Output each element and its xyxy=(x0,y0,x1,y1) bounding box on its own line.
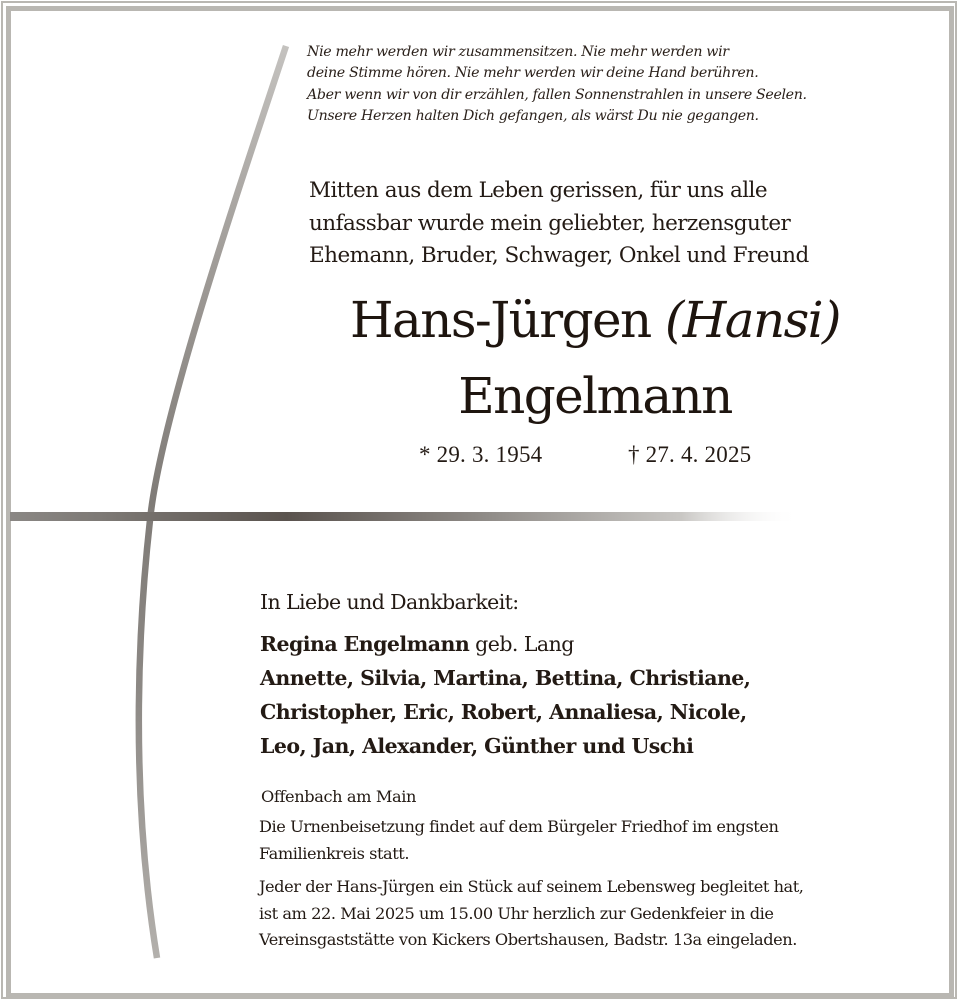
deceased-first-name-line xyxy=(0,288,958,352)
poem-line: Aber wenn wir von dir erzählen, fallen Sonnenstrahlen in unsere Seelen. xyxy=(307,86,807,103)
mourners-list xyxy=(260,627,750,763)
poem-line: Nie mehr werden wir zusammensitzen. Nie mehr werden wir xyxy=(307,44,729,60)
deceased-nickname: (Hansi) xyxy=(664,291,840,349)
burial-info-line: Die Urnenbeisetzung findet auf dem Bürgeler Friedhof im engsten xyxy=(259,817,779,836)
death-date: † 27. 4. 2025 xyxy=(628,442,752,467)
birth-date: * 29. 3. 1954 xyxy=(419,442,543,467)
mourners-names: Christopher, Eric, Robert, Annaliesa, Nicole, xyxy=(260,700,747,724)
mourners-line xyxy=(260,729,750,763)
location: Offenbach am Main xyxy=(261,787,417,806)
intro-line: unfassbar wurde mein geliebter, herzensguter xyxy=(309,210,791,236)
deceased-last-name: Engelmann xyxy=(458,367,732,425)
memorial-info-line: ist am 22. Mai 2025 um 15.00 Uhr herzlich zur Gedenkfeier in die xyxy=(259,903,774,923)
memorial-info-line: Jeder der Hans-Jürgen ein Stück auf seinem Lebensweg begleitet hat, xyxy=(259,877,804,896)
mourners-names: Annette, Silvia, Martina, Bettina, Christiane, xyxy=(260,666,751,690)
spouse-line xyxy=(260,627,750,661)
memorial-info xyxy=(259,874,804,954)
spouse-maiden-name: geb. Lang xyxy=(475,632,574,656)
mourners-line xyxy=(260,695,750,729)
poem-line: deine Stimme hören. Nie mehr werden wir deine Hand berühren. xyxy=(307,65,759,82)
memorial-info-line: Vereinsgaststätte von Kickers Obertshausen, Badstr. 13a eingeladen. xyxy=(259,930,797,949)
burial-info-line: Familienkreis statt. xyxy=(259,843,410,863)
poem-verse xyxy=(307,42,807,128)
burial-info xyxy=(259,814,778,867)
deceased-first-name: Hans-Jürgen xyxy=(350,291,651,349)
intro-line: Ehemann, Bruder, Schwager, Onkel und Freund xyxy=(309,243,809,268)
intro-line: Mitten aus dem Leben gerissen, für uns alle xyxy=(309,178,768,203)
spouse-name: Regina Engelmann xyxy=(260,632,470,656)
poem-line: Unsere Herzen halten Dich gefangen, als wärst Du nie gegangen. xyxy=(307,108,759,125)
mourners-heading: In Liebe und Dankbarkeit: xyxy=(260,590,519,614)
mourners-names: Leo, Jan, Alexander, Günther und Uschi xyxy=(260,734,694,758)
mourners-line xyxy=(260,661,750,695)
intro-text xyxy=(309,175,809,273)
